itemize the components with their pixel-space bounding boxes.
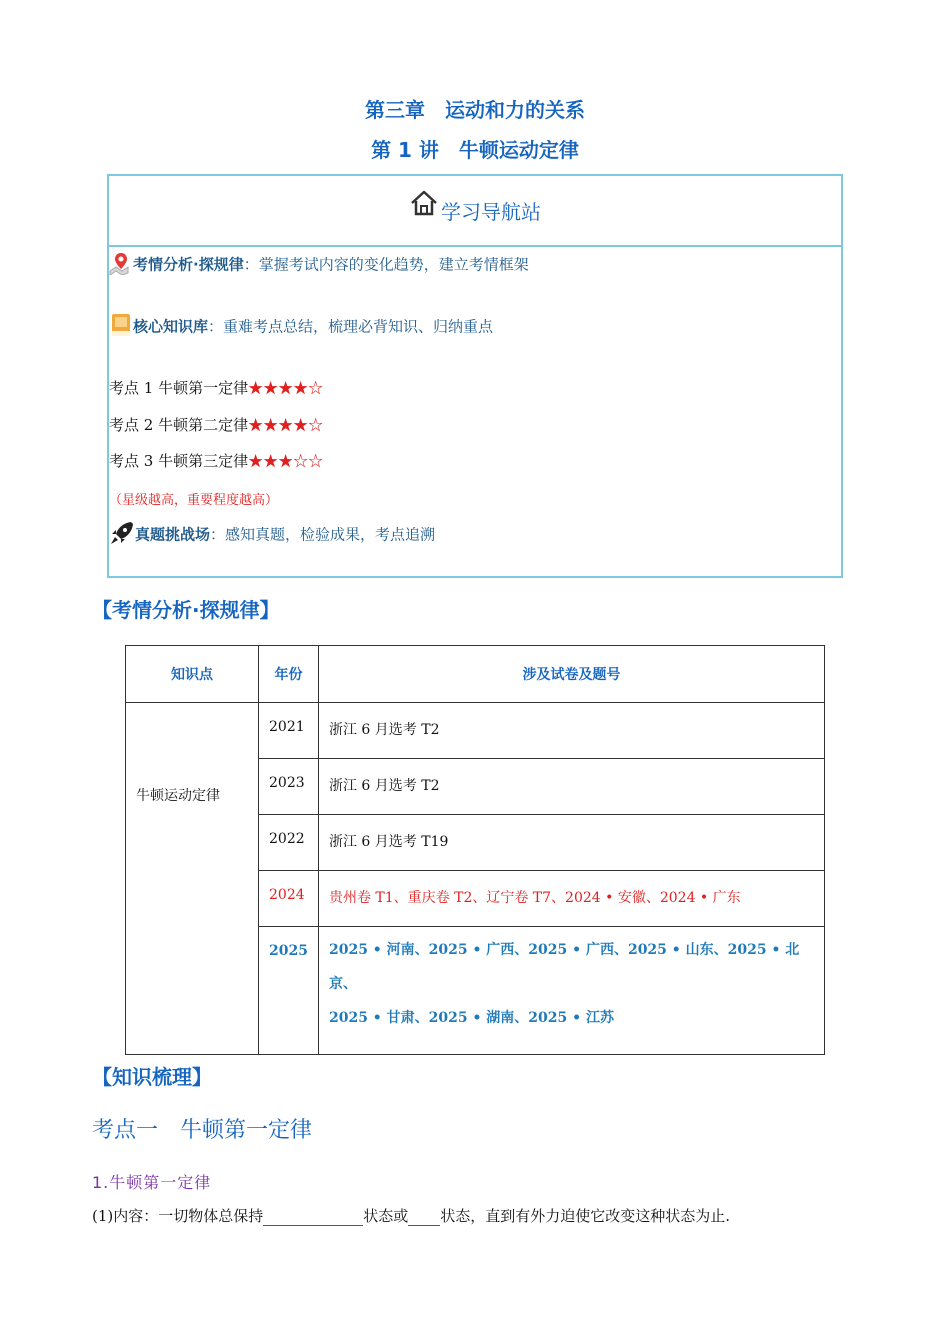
keypoint-label: 考点 1 牛顿第一定律 <box>109 379 249 397</box>
sub-heading: 1.牛顿第一定律 <box>92 1173 212 1192</box>
year-cell: 2024 <box>259 871 319 927</box>
lecture-title: 第 1 讲 牛顿运动定律 <box>371 138 579 162</box>
keypoint-heading: 考点一 牛顿第一定律 <box>92 1118 313 1143</box>
star-rating: ★★★☆☆ <box>248 452 324 470</box>
year-cell: 2021 <box>259 703 319 759</box>
challenge-desc: ：感知真题，检验成果，考点追溯 <box>210 525 436 544</box>
papers-cell: 浙江 6 月选考 T2 <box>318 703 824 759</box>
papers-line: 2025 • 甘肃、2025 • 湖南、2025 • 江苏 <box>328 1010 614 1026</box>
book-icon <box>109 312 133 342</box>
star-rating: ★★★★☆ <box>248 379 324 397</box>
content-line <box>92 1205 730 1226</box>
keypoint-3 <box>109 450 323 471</box>
papers-line: 2025 • 河南、2025 • 广西、2025 • 广西、2025 • 山东、2025 • 北京、 <box>328 942 800 992</box>
analysis-row <box>109 251 529 279</box>
keypoint-2 <box>109 414 323 435</box>
content-prefix: (1)内容：一切物体总保持 <box>92 1207 264 1225</box>
exam-analysis-table <box>125 645 825 1055</box>
papers-cell: 浙江 6 月选考 T19 <box>318 815 824 871</box>
core-row <box>109 312 493 342</box>
table-header: 知识点 <box>126 646 259 703</box>
house-icon <box>409 199 441 223</box>
nav-title: 学习导航站 <box>441 200 541 224</box>
year-cell: 2023 <box>259 759 319 815</box>
content-suffix: 状态，直到有外力迫使它改变这种状态为止. <box>440 1207 731 1225</box>
table-header-row <box>126 646 825 703</box>
table-header: 涉及试卷及题号 <box>318 646 824 703</box>
fill-blank-1[interactable] <box>263 1209 363 1226</box>
keypoint-1 <box>109 377 323 398</box>
content-mid: 状态或 <box>363 1207 409 1225</box>
challenge-row <box>109 520 435 550</box>
star-note: （星级越高，重要程度越高） <box>109 493 279 508</box>
analysis-desc: ：掌握考试内容的变化趋势，建立考情框架 <box>243 255 529 274</box>
map-pin-icon <box>109 251 133 279</box>
year-cell: 2025 <box>259 927 319 1055</box>
table-row <box>126 703 825 759</box>
papers-cell: 浙江 6 月选考 T2 <box>318 759 824 815</box>
challenge-label: 真题挑战场 <box>135 525 211 544</box>
core-label: 核心知识库 <box>133 317 209 336</box>
analysis-label: 考情分析·探规律 <box>133 255 244 274</box>
chapter-title: 第三章 运动和力的关系 <box>365 98 585 122</box>
table-header: 年份 <box>259 646 319 703</box>
papers-cell: 贵州卷 T1、重庆卷 T2、辽宁卷 T7、2024 • 安徽、2024 • 广东 <box>318 871 824 927</box>
nav-header <box>109 176 841 247</box>
keypoint-label: 考点 3 牛顿第三定律 <box>109 452 249 470</box>
study-navigation-box <box>107 174 843 578</box>
year-cell: 2022 <box>259 815 319 871</box>
papers-cell <box>318 927 824 1055</box>
topic-cell: 牛顿运动定律 <box>126 703 259 1055</box>
keypoint-label: 考点 2 牛顿第二定律 <box>109 416 249 434</box>
core-desc: ：重难考点总结，梳理必背知识、归纳重点 <box>208 317 494 336</box>
knowledge-section-title: 【知识梳理】 <box>92 1065 212 1089</box>
star-rating: ★★★★☆ <box>248 416 324 434</box>
fill-blank-2[interactable] <box>408 1209 440 1226</box>
analysis-section-title: 【考情分析·探规律】 <box>92 598 280 622</box>
rocket-icon <box>109 520 135 550</box>
